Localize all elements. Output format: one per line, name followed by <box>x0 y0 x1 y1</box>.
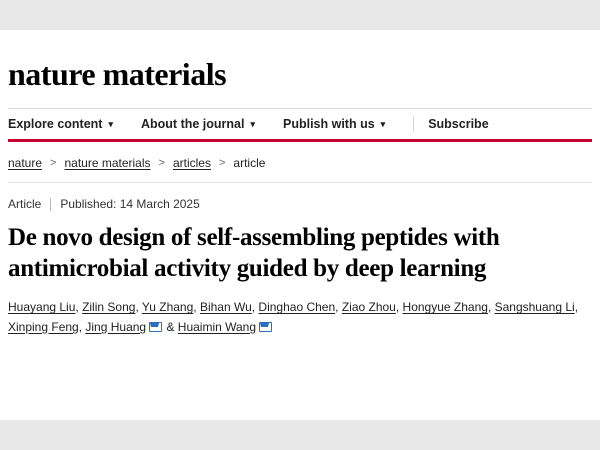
author-separator: , <box>574 300 579 314</box>
nav-item-publish-with-us[interactable] <box>283 117 399 131</box>
author-separator: , <box>135 300 142 314</box>
email-icon[interactable] <box>259 322 272 332</box>
chevron-down-icon: ▾ <box>108 118 113 129</box>
page-title: De novo design of self-assembling peptides with antimicrobial activity guided by deep learning <box>8 224 500 282</box>
breadcrumb-link-nature[interactable]: nature <box>8 156 43 170</box>
breadcrumb-separator: > <box>50 157 57 169</box>
breadcrumb-separator: > <box>218 157 226 169</box>
breadcrumb-link-nature-materials[interactable]: nature materials <box>64 156 151 170</box>
author-link[interactable]: Yu Zhang <box>141 300 194 314</box>
author-separator: , <box>193 300 200 314</box>
nav-label: Subscribe <box>428 117 489 131</box>
author-separator: , <box>78 319 86 334</box>
author-link[interactable]: Sangshuang Li <box>494 300 575 314</box>
author-link[interactable]: Bihan Wu <box>199 300 252 314</box>
breadcrumb <box>8 142 592 183</box>
breadcrumb-link-articles[interactable]: articles <box>172 156 211 170</box>
article-published-date: Published: 14 March 2025 <box>60 197 200 211</box>
author-separator: , <box>335 300 342 314</box>
nav-item-about-the-journal[interactable] <box>141 117 269 131</box>
author-separator: , <box>395 300 403 314</box>
author-list <box>8 298 592 338</box>
nav-item-explore-content[interactable] <box>8 117 127 131</box>
author-separator: , <box>75 300 83 314</box>
author-link[interactable]: Ziao Zhou <box>341 300 396 314</box>
article-page <box>0 30 600 420</box>
author-link[interactable]: Hongyue Zhang <box>402 300 488 314</box>
author-separator: , <box>487 300 495 314</box>
nav-label: Explore content <box>8 117 103 131</box>
author-link[interactable]: Zilin Song <box>82 300 136 314</box>
breadcrumb-separator: > <box>158 157 165 169</box>
author-link[interactable]: Xinping Feng <box>8 319 79 334</box>
masthead <box>8 30 592 100</box>
author-link[interactable]: Jing Huang <box>85 319 147 334</box>
chevron-down-icon: ▾ <box>380 118 386 129</box>
author-separator: & <box>163 319 178 334</box>
author-link[interactable]: Huaimin Wang <box>177 319 257 334</box>
nav-label: About the journal <box>141 117 245 131</box>
chevron-down-icon: ▾ <box>250 118 255 129</box>
nav-label: Publish with us <box>283 117 375 131</box>
page-inner <box>0 30 600 338</box>
breadcrumb-current: article <box>233 156 266 170</box>
main-navigation <box>8 108 592 142</box>
email-icon[interactable] <box>149 322 162 332</box>
meta-divider <box>50 198 51 211</box>
author-link[interactable]: Dinghao Chen <box>258 300 336 314</box>
nav-item-subscribe[interactable] <box>413 117 502 131</box>
author-separator: , <box>251 300 259 314</box>
author-link[interactable]: Huayang Liu <box>8 300 76 314</box>
journal-logo[interactable]: nature materials <box>8 56 227 92</box>
article-type: Article <box>8 197 42 211</box>
article-meta <box>8 183 592 221</box>
